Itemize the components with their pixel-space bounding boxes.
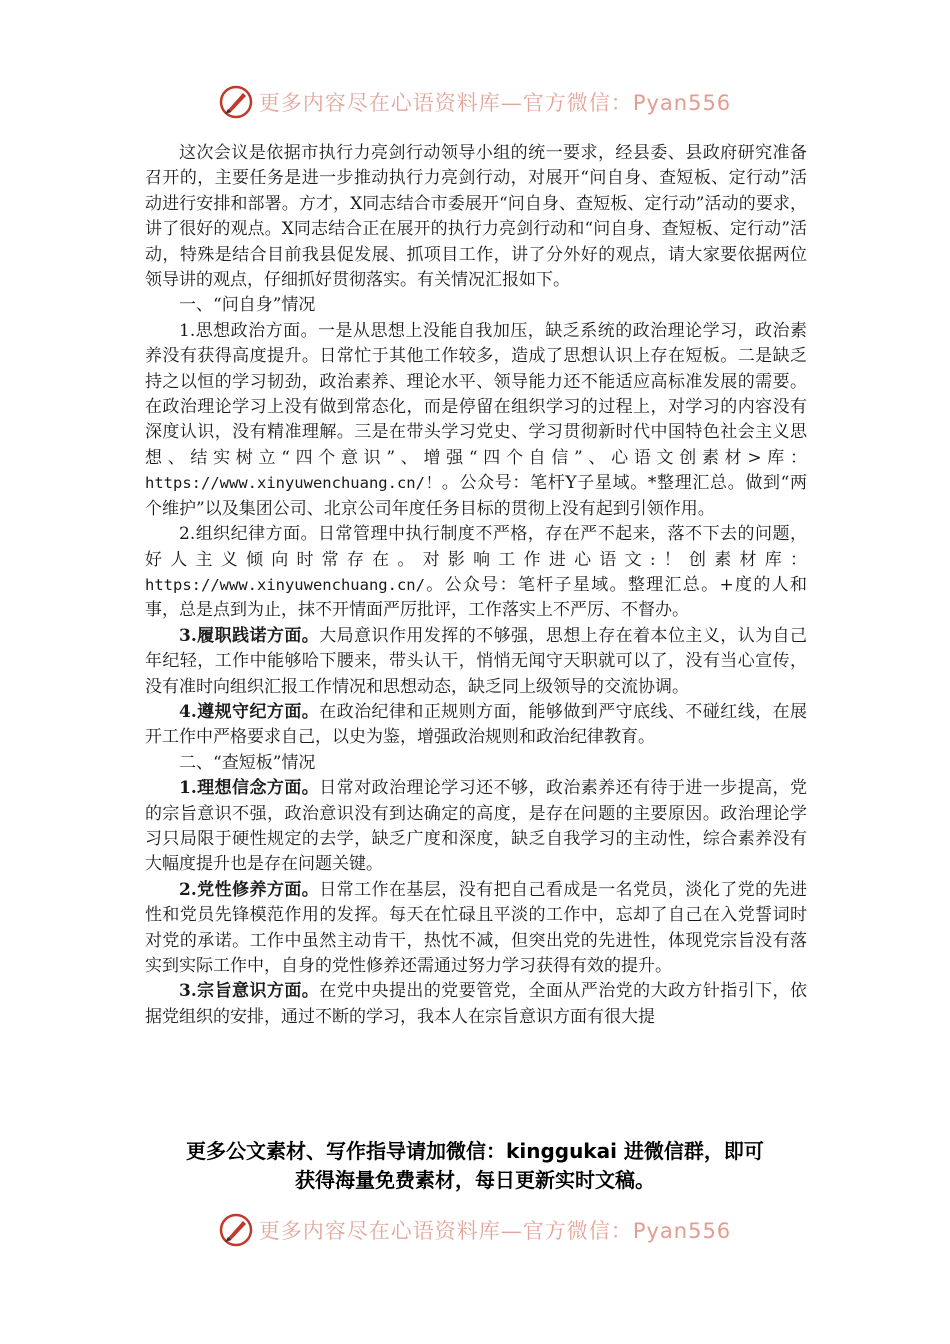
section-heading-1: 一、“问自身”情况 — [179, 295, 316, 316]
promo-notice — [120, 1137, 830, 1195]
promo-line-2: 获得海量免费素材，每日更新实时文稿。 — [295, 1168, 655, 1192]
banner-text: 更多内容尽在心语资料库—官方微信：Pyan556 — [258, 1219, 732, 1243]
intro-paragraph: 这次会议是依据市执行力亮剑行动领导小组的统一要求，经县委、县政府研究准备召开的，主要任务是进一步推动执行力亮剑行动，对展开“问自身、查短板、定行动”活动进行安排和部署。方才，X同志结合市委展开“问自身、查短板、定行动”活动的要求，讲了很好的观点。X同志结合正在展开的执行力亮剑行动和“问自身、查短板、定行动”活动，特殊是结合目前我县促发展、抓项目工作，讲了分外好的观点，请大家要依据两位领导讲的观点，仔细抓好贯彻落实。有关情况汇报如下。 — [145, 143, 807, 291]
paragraph-1-1: 1.思想政治方面。一是从思想上没能自我加压，缺乏系统的政治理论学习，政治素养没有获得高度提升。日常忙于其他工作较多，造成了思想认识上存在短板。二是缺乏持之以恒的学习韧劲，政治素养、理论水平、领导能力还不能适应高标准发展的需要。在政治理论学习上没有做到常态化，而是停留在组织学习的过程上，对学习的内容没有深度认识，没有精准理解。三是在带头学习党史、学习贯彻新时代中国特色社会主义思想、结实树立“四个意识”、增强“四个自信”、心语文创素材>库：https://www.xinyuwenchuang.cn/！。公众号：笔杆Y子星域。*整理汇总。做到“两个维护”以及集团公司、北京公司年度任务目标的贯彻上没有起到引领作用。 — [145, 320, 807, 519]
pen-logo-icon — [219, 85, 253, 119]
document-body — [145, 141, 807, 1030]
paragraph-1-3: 3.履职践诺方面。大局意识作用发挥的不够强，思想上存在着本位主义，认为自己年纪轻，工作中能够哈下腰来，带头认干，悄悄无闻守天职就可以了，没有当心宣传，没有准时向组织汇报工作情况和思想动态，缺乏同上级领导的交流协调。 — [145, 625, 807, 697]
banner-text: 更多内容尽在心语资料库—官方微信：Pyan556 — [258, 91, 732, 115]
footer-banner — [0, 1208, 950, 1252]
paragraph-2-2: 2.党性修养方面。日常工作在基层，没有把自己看成是一名党员，淡化了党的先进性和党员先锋模范作用的发挥。每天在忙碌且平淡的工作中，忘却了自己在入党誓词时对党的承诺。工作中虽然主动肯干，热忱不减，但突出党的先进性，体现党宗旨没有落实到实际工作中，自身的党性修养还需通过努力学习获得有效的提升。 — [145, 879, 807, 976]
pen-logo-icon — [219, 1213, 253, 1247]
wechat-id: Pyan556 — [632, 91, 732, 115]
paragraph-2-3: 3.宗旨意识方面。在党中央提出的党要管党，全面从严治党的大政方针指引下，依据党组织的安排，通过不断的学习，我本人在宗旨意识方面有很大提 — [145, 981, 807, 1027]
wechat-id: Pyan556 — [632, 1219, 732, 1243]
paragraph-1-2: 2.组织纪律方面。日常管理中执行制度不严格，存在严不起来，落不下去的问题，好人主义倾向时常存在。对影响工作进心语文:！创素材库：https://www.xinyuwenchuang.cn/。公众号：笔杆子星域。整理汇总。+度的人和事，总是点到为止，抹不开情面严厉批评，工作落实上不严厉、不督办。 — [145, 524, 807, 621]
paragraph-1-4: 4.遵规守纪方面。在政治纪律和正规则方面，能够做到严守底线、不碰红线，在展开工作中严格要求自己，以史为鉴，增强政治规则和政治纪律教育。 — [145, 701, 807, 748]
url-text: https://www.xinyuwenchuang.cn/ — [145, 575, 425, 594]
promo-line-1: 更多公文素材、写作指导请加微信：kinggukai 进微信群，即可 — [186, 1139, 764, 1163]
header-banner — [0, 80, 950, 124]
paragraph-2-1: 1.理想信念方面。日常对政治理论学习还不够，政治素养还有待于进一步提高，党的宗旨意识不强，政治意识没有到达确定的高度，是存在问题的主要原因。政治理论学习只局限于硬性规定的去学，缺乏广度和深度，缺乏自我学习的主动性，综合素养没有大幅度提升也是存在问题关键。 — [145, 778, 807, 875]
section-heading-2: 二、“查短板”情况 — [179, 752, 316, 773]
url-text: https://www.xinyuwenchuang.cn/！ — [145, 474, 442, 493]
